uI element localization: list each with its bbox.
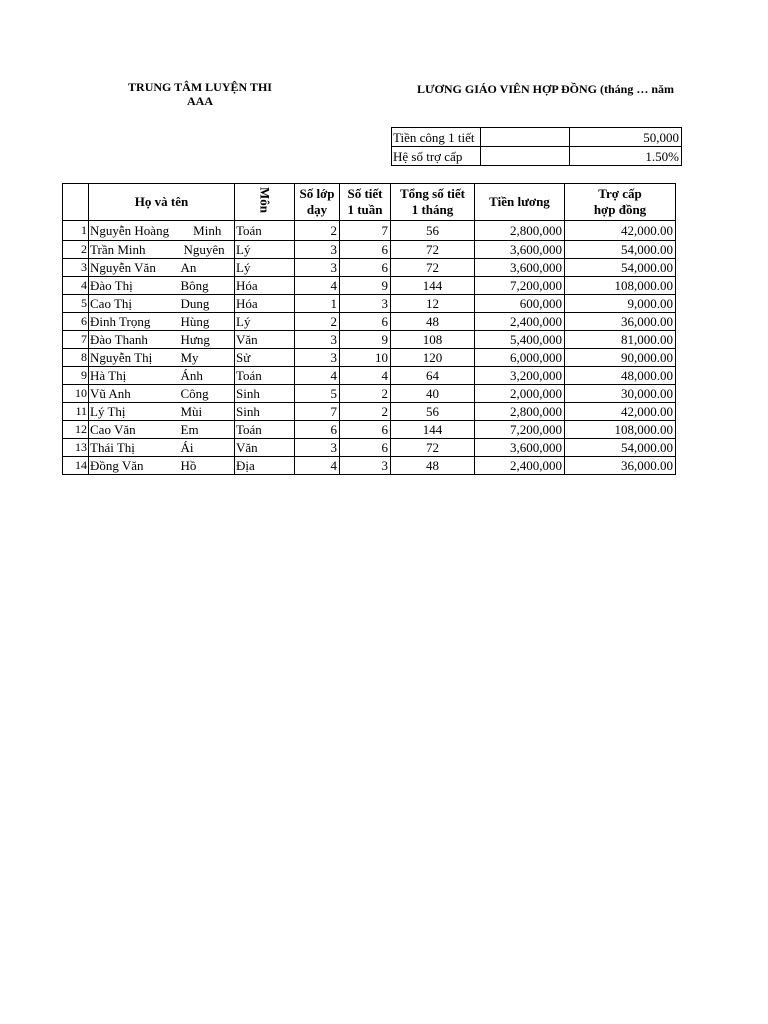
classes-cell[interactable]: 4 [295, 367, 340, 385]
row-number[interactable]: 14 [63, 457, 89, 475]
allowance-cell[interactable]: 30,000.00 [565, 385, 676, 403]
header-allowance-l2: hợp đồng [593, 202, 647, 217]
header-allowance[interactable] [565, 184, 676, 221]
param-value[interactable]: 1.50% [570, 147, 682, 166]
weekly-periods-cell[interactable]: 6 [340, 439, 391, 457]
last-name-cell[interactable]: Cao Văn [89, 421, 180, 439]
sheet-title: LƯƠNG GIÁO VIÊN HỢP ĐỒNG (tháng … năm [417, 82, 675, 96]
subject-cell[interactable]: Địa [235, 457, 295, 475]
salary-cell[interactable]: 2,800,000 [475, 221, 565, 241]
last-name-cell[interactable]: Lý Thị [89, 403, 180, 421]
row-number[interactable]: 1 [63, 221, 89, 241]
header-allowance-l1: Trợ cấp [598, 186, 642, 201]
table-row [63, 331, 676, 349]
header-row [63, 184, 676, 221]
first-name-cell[interactable]: Hồ [180, 457, 235, 475]
last-name-cell[interactable]: Nguyễn Văn [89, 259, 180, 277]
allowance-cell[interactable]: 54,000.00 [565, 439, 676, 457]
classes-cell[interactable]: 3 [295, 349, 340, 367]
param-row [392, 147, 682, 166]
table-row [63, 385, 676, 403]
row-number[interactable]: 6 [63, 313, 89, 331]
table-row [63, 439, 676, 457]
last-name-cell[interactable]: Đồng Văn [89, 457, 180, 475]
subject-cell[interactable]: Lý [235, 313, 295, 331]
monthly-periods-cell[interactable]: 144 [391, 277, 475, 295]
weekly-periods-cell[interactable]: 3 [340, 457, 391, 475]
salary-cell[interactable]: 7,200,000 [475, 277, 565, 295]
row-number[interactable]: 8 [63, 349, 89, 367]
first-name-cell[interactable]: Công [180, 385, 235, 403]
first-name-cell[interactable]: Hùng [180, 313, 235, 331]
row-number[interactable]: 9 [63, 367, 89, 385]
header-classes[interactable] [295, 184, 340, 221]
subject-cell[interactable]: Lý [235, 259, 295, 277]
table-row [63, 259, 676, 277]
subject-cell[interactable]: Toán [235, 221, 295, 241]
weekly-periods-cell[interactable]: 9 [340, 277, 391, 295]
first-name-cell[interactable]: Minh [180, 221, 235, 241]
classes-cell[interactable]: 3 [295, 439, 340, 457]
header-name[interactable]: Họ và tên [89, 184, 235, 221]
subject-cell[interactable]: Sử [235, 349, 295, 367]
table-row [63, 367, 676, 385]
subject-cell[interactable]: Sinh [235, 385, 295, 403]
salary-cell[interactable]: 7,200,000 [475, 421, 565, 439]
allowance-cell[interactable]: 90,000.00 [565, 349, 676, 367]
org-name [100, 80, 300, 108]
table-body [63, 221, 676, 475]
weekly-periods-cell[interactable]: 10 [340, 349, 391, 367]
last-name-cell[interactable]: Trần Minh [89, 241, 180, 259]
row-number[interactable]: 2 [63, 241, 89, 259]
parameters-table [391, 127, 682, 166]
monthly-periods-cell[interactable]: 48 [391, 313, 475, 331]
last-name-cell[interactable]: Cao Thị [89, 295, 180, 313]
first-name-cell[interactable]: Hưng [180, 331, 235, 349]
salary-cell[interactable]: 3,200,000 [475, 367, 565, 385]
allowance-cell[interactable]: 36,000.00 [565, 457, 676, 475]
subject-cell[interactable]: Hóa [235, 295, 295, 313]
first-name-cell[interactable]: Bông [180, 277, 235, 295]
allowance-cell[interactable]: 42,000.00 [565, 403, 676, 421]
classes-cell[interactable]: 4 [295, 277, 340, 295]
allowance-cell[interactable]: 108,000.00 [565, 421, 676, 439]
classes-cell[interactable]: 3 [295, 241, 340, 259]
row-number[interactable]: 10 [63, 385, 89, 403]
org-name-line2: AAA [187, 94, 213, 108]
salary-cell[interactable]: 3,600,000 [475, 439, 565, 457]
header-no[interactable] [63, 184, 89, 221]
classes-cell[interactable]: 7 [295, 403, 340, 421]
table-row [63, 295, 676, 313]
first-name-cell[interactable]: Ái [180, 439, 235, 457]
last-name-cell[interactable]: Đào Thị [89, 277, 180, 295]
first-name-cell[interactable]: Nguyên [180, 241, 235, 259]
row-number[interactable]: 4 [63, 277, 89, 295]
table-row [63, 457, 676, 475]
first-name-cell[interactable]: An [180, 259, 235, 277]
param-label[interactable]: Tiền công 1 tiết [392, 128, 481, 147]
classes-cell[interactable]: 4 [295, 457, 340, 475]
header-monthly-l2: 1 tháng [411, 202, 454, 217]
header-subject[interactable] [235, 184, 295, 221]
header-subject-text: Môn [257, 187, 273, 213]
weekly-periods-cell[interactable]: 4 [340, 367, 391, 385]
table-row [63, 277, 676, 295]
salary-cell[interactable]: 5,400,000 [475, 331, 565, 349]
monthly-periods-cell[interactable]: 72 [391, 439, 475, 457]
org-name-line1: TRUNG TÂM LUYỆN THI [128, 80, 272, 94]
salary-cell[interactable]: 2,000,000 [475, 385, 565, 403]
header-weekly-l2: 1 tuần [347, 202, 383, 217]
last-name-cell[interactable]: Nguyễn Hoàng [89, 221, 180, 241]
monthly-periods-cell[interactable]: 64 [391, 367, 475, 385]
classes-cell[interactable]: 6 [295, 421, 340, 439]
allowance-cell[interactable]: 36,000.00 [565, 313, 676, 331]
subject-cell[interactable]: Văn [235, 439, 295, 457]
header-classes-l2: dạy [306, 202, 328, 217]
header-salary[interactable]: Tiền lương [475, 184, 565, 221]
table-row [63, 241, 676, 259]
weekly-periods-cell[interactable]: 2 [340, 385, 391, 403]
table-row [63, 349, 676, 367]
last-name-cell[interactable]: Nguyễn Thị [89, 349, 180, 367]
last-name-cell[interactable]: Thái Thị [89, 439, 180, 457]
salary-cell[interactable]: 3,600,000 [475, 241, 565, 259]
salary-table [62, 183, 676, 475]
param-value[interactable]: 50,000 [570, 128, 682, 147]
allowance-cell[interactable]: 42,000.00 [565, 221, 676, 241]
param-empty-cell[interactable] [481, 147, 570, 166]
last-name-cell[interactable]: Đào Thanh [89, 331, 180, 349]
classes-cell[interactable]: 2 [295, 221, 340, 241]
last-name-cell[interactable]: Đinh Trọng [89, 313, 180, 331]
classes-cell[interactable]: 3 [295, 259, 340, 277]
subject-cell[interactable]: Hóa [235, 277, 295, 295]
salary-cell[interactable]: 6,000,000 [475, 349, 565, 367]
weekly-periods-cell[interactable]: 6 [340, 241, 391, 259]
param-row [392, 128, 682, 147]
row-number[interactable]: 12 [63, 421, 89, 439]
header-weekly[interactable] [340, 184, 391, 221]
subject-cell[interactable]: Toán [235, 421, 295, 439]
first-name-cell[interactable]: Dung [180, 295, 235, 313]
first-name-cell[interactable]: My [180, 349, 235, 367]
header-classes-l1: Số lớp [299, 186, 335, 201]
allowance-cell[interactable]: 54,000.00 [565, 259, 676, 277]
monthly-periods-cell[interactable]: 56 [391, 403, 475, 421]
allowance-cell[interactable]: 48,000.00 [565, 367, 676, 385]
first-name-cell[interactable]: Mùi [180, 403, 235, 421]
monthly-periods-cell[interactable]: 108 [391, 331, 475, 349]
salary-cell[interactable]: 2,400,000 [475, 457, 565, 475]
salary-cell[interactable]: 2,400,000 [475, 313, 565, 331]
table-row [63, 421, 676, 439]
classes-cell[interactable]: 2 [295, 313, 340, 331]
weekly-periods-cell[interactable]: 2 [340, 403, 391, 421]
classes-cell[interactable]: 3 [295, 331, 340, 349]
allowance-cell[interactable]: 81,000.00 [565, 331, 676, 349]
subject-cell[interactable]: Toán [235, 367, 295, 385]
monthly-periods-cell[interactable]: 48 [391, 457, 475, 475]
header-weekly-l1: Số tiết [347, 186, 383, 201]
salary-cell[interactable]: 600,000 [475, 295, 565, 313]
monthly-periods-cell[interactable]: 120 [391, 349, 475, 367]
header-monthly-l1: Tổng số tiết [400, 186, 465, 201]
row-number[interactable]: 11 [63, 403, 89, 421]
allowance-cell[interactable]: 54,000.00 [565, 241, 676, 259]
weekly-periods-cell[interactable]: 6 [340, 259, 391, 277]
classes-cell[interactable]: 1 [295, 295, 340, 313]
monthly-periods-cell[interactable]: 40 [391, 385, 475, 403]
weekly-periods-cell[interactable]: 7 [340, 221, 391, 241]
salary-cell[interactable]: 3,600,000 [475, 259, 565, 277]
last-name-cell[interactable]: Hà Thị [89, 367, 180, 385]
param-label[interactable]: Hệ số trợ cấp [392, 147, 481, 166]
allowance-cell[interactable]: 108,000.00 [565, 277, 676, 295]
param-empty-cell[interactable] [481, 128, 570, 147]
weekly-periods-cell[interactable]: 6 [340, 421, 391, 439]
weekly-periods-cell[interactable]: 3 [340, 295, 391, 313]
subject-cell[interactable]: Lý [235, 241, 295, 259]
monthly-periods-cell[interactable]: 144 [391, 421, 475, 439]
table-row [63, 313, 676, 331]
row-number[interactable]: 5 [63, 295, 89, 313]
table-row [63, 403, 676, 421]
weekly-periods-cell[interactable]: 6 [340, 313, 391, 331]
classes-cell[interactable]: 5 [295, 385, 340, 403]
salary-cell[interactable]: 2,800,000 [475, 403, 565, 421]
monthly-periods-cell[interactable]: 72 [391, 259, 475, 277]
monthly-periods-cell[interactable]: 72 [391, 241, 475, 259]
weekly-periods-cell[interactable]: 9 [340, 331, 391, 349]
last-name-cell[interactable]: Vũ Anh [89, 385, 180, 403]
header-monthly[interactable] [391, 184, 475, 221]
allowance-cell[interactable]: 9,000.00 [565, 295, 676, 313]
subject-cell[interactable]: Văn [235, 331, 295, 349]
first-name-cell[interactable]: Em [180, 421, 235, 439]
subject-cell[interactable]: Sinh [235, 403, 295, 421]
row-number[interactable]: 13 [63, 439, 89, 457]
table-row [63, 221, 676, 241]
first-name-cell[interactable]: Ánh [180, 367, 235, 385]
row-number[interactable]: 3 [63, 259, 89, 277]
monthly-periods-cell[interactable]: 56 [391, 221, 475, 241]
row-number[interactable]: 7 [63, 331, 89, 349]
monthly-periods-cell[interactable]: 12 [391, 295, 475, 313]
